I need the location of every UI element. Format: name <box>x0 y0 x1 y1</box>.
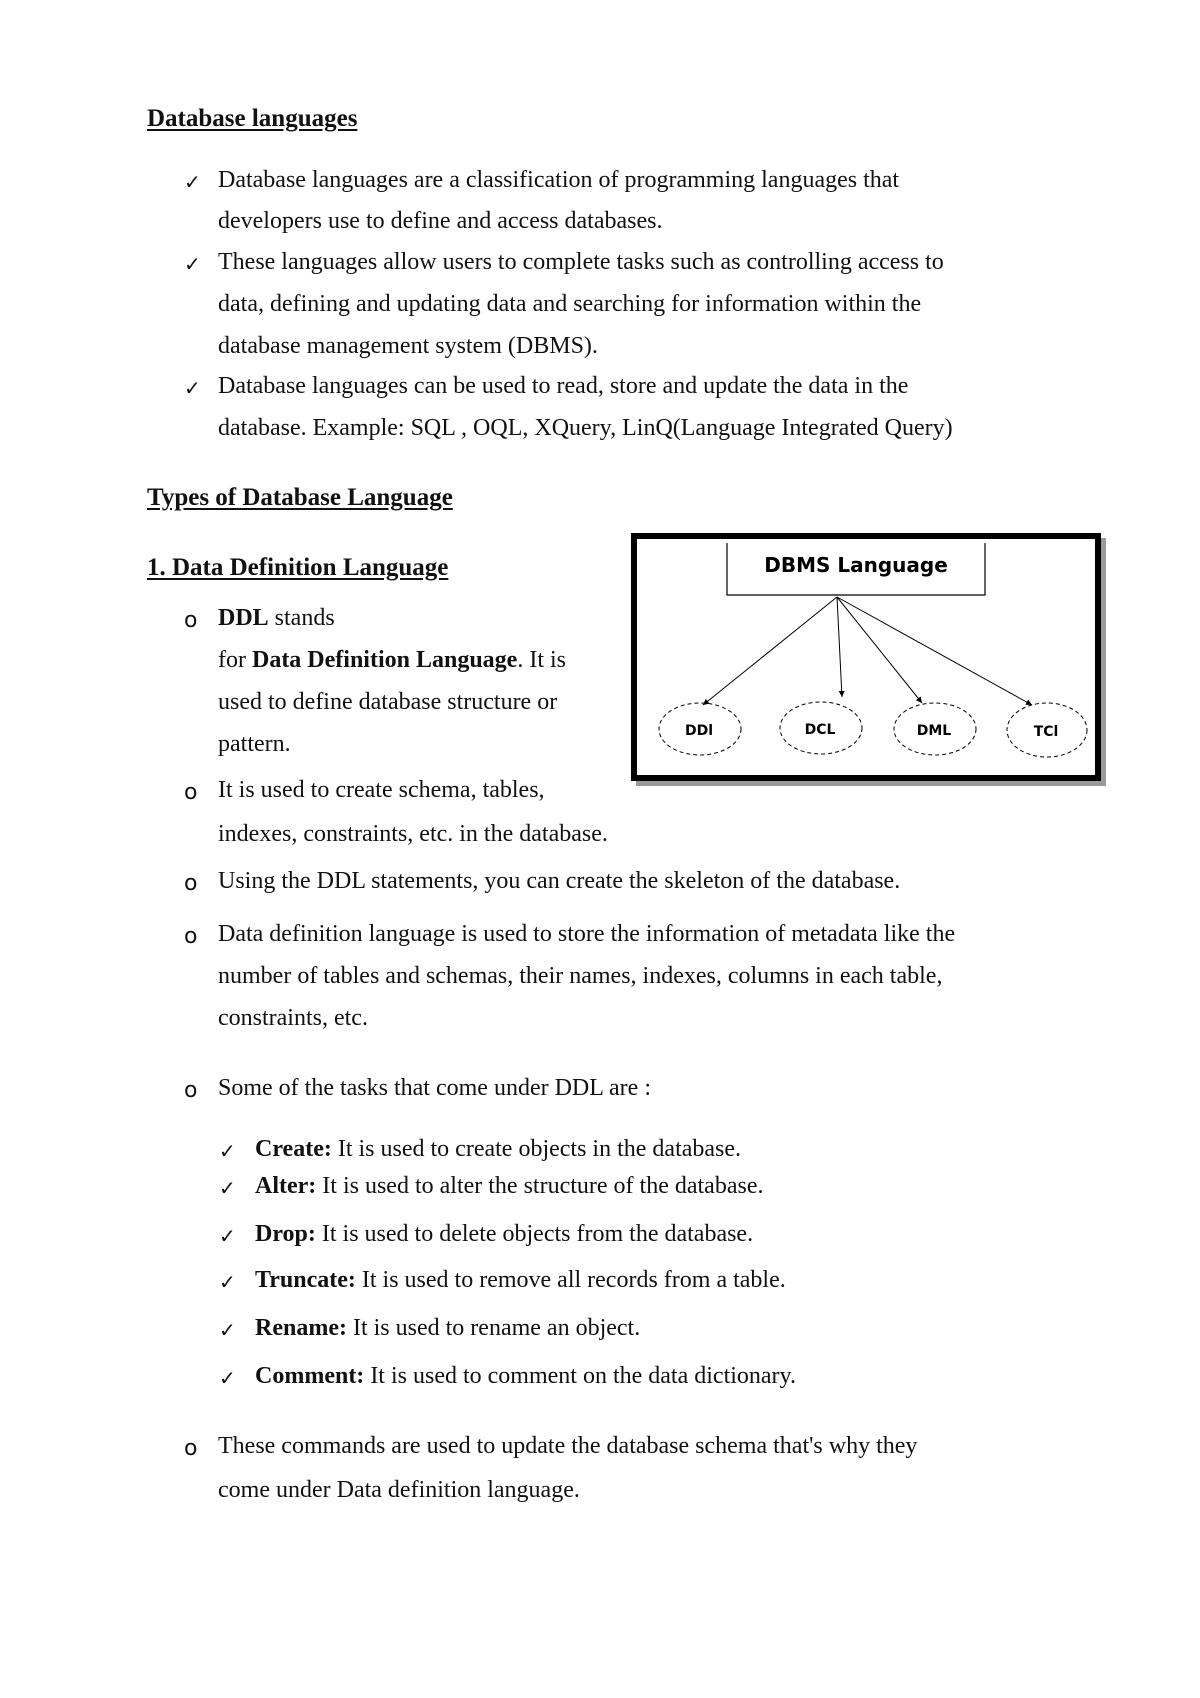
task-desc: It is used to create objects in the database. <box>331 1136 742 1162</box>
task-desc: It is used to remove all records from a table. <box>355 1267 786 1293</box>
task-create <box>255 1137 741 1161</box>
arrow-to-dcl <box>837 597 842 697</box>
ddl-p6-line-1: These commands are used to update the database schema that's why they <box>218 1433 918 1459</box>
node-dcl-label: DCL <box>804 722 836 738</box>
task-comment <box>255 1364 796 1388</box>
section-title-types: Types of Database Language <box>147 484 453 511</box>
task-term: Alter: <box>255 1173 317 1199</box>
arrow-to-dml <box>837 597 922 703</box>
section-title-database-languages: Database languages <box>147 105 358 132</box>
check-icon: ✓ <box>219 1318 236 1342</box>
circle-bullet-icon: o <box>184 1078 198 1103</box>
root-label: DBMS Language <box>764 553 948 577</box>
circle-bullet-icon: o <box>184 780 198 805</box>
task-desc: It is used to comment on the data dictionary. <box>364 1363 796 1389</box>
bullet-1-line-2: developers use to define and access databases. <box>218 208 663 234</box>
node-ddl-label: DDl <box>684 723 714 739</box>
diagram-svg <box>637 539 1095 775</box>
task-term: Create: <box>255 1136 332 1162</box>
ddl-p1-line-4: pattern. <box>218 731 291 757</box>
bullet-2-line-2: data, defining and updating data and searching for information within the <box>218 291 922 317</box>
check-icon: ✓ <box>219 1270 236 1294</box>
task-alter <box>255 1174 763 1198</box>
check-icon: ✓ <box>184 170 201 194</box>
circle-bullet-icon: o <box>184 871 198 896</box>
ddl-p5: Some of the tasks that come under DDL are : <box>218 1075 651 1101</box>
ddl-p1-line-1-rest: stands <box>268 605 335 631</box>
bullet-2-line-3: database management system (DBMS). <box>218 333 598 359</box>
check-icon: ✓ <box>219 1139 236 1163</box>
node-tcl-label: TCl <box>1033 724 1059 740</box>
bullet-1-line-1: Database languages are a classification of programming languages that <box>218 167 900 193</box>
bullet-3-line-1: Database languages can be used to read, store and update the data in the <box>218 373 909 399</box>
ddl-p4-line-1: Data definition language is used to store the information of metadata like the <box>218 921 956 947</box>
check-icon: ✓ <box>219 1366 236 1390</box>
ddl-p1-line-1 <box>218 606 335 630</box>
circle-bullet-icon: o <box>184 924 198 949</box>
task-truncate <box>255 1268 786 1292</box>
ddl-p1-line-2-pre: for <box>218 647 252 673</box>
ddl-p4-line-2: number of tables and schemas, their names, indexes, columns in each table, <box>218 963 943 989</box>
task-desc: It is used to delete objects from the database. <box>315 1221 754 1247</box>
bullet-3-line-2: database. Example: SQL , OQL, XQuery, LinQ(Language Integrated Query) <box>218 415 953 441</box>
circle-bullet-icon: o <box>184 1436 198 1461</box>
ddl-p3: Using the DDL statements, you can create the skeleton of the database. <box>218 868 901 894</box>
ddl-p2-line-1: It is used to create schema, tables, <box>218 777 545 803</box>
ddl-p1-line-3: used to define database structure or <box>218 689 558 715</box>
dbms-language-diagram <box>631 533 1101 781</box>
task-term: Drop: <box>255 1221 316 1247</box>
ddl-full-name: Data Definition Language <box>251 647 518 673</box>
ddl-abbrev: DDL <box>218 605 269 631</box>
ddl-title: 1. Data Definition Language <box>147 554 449 581</box>
arrow-to-ddl <box>703 597 837 705</box>
check-icon: ✓ <box>184 376 201 400</box>
check-icon: ✓ <box>184 252 201 276</box>
task-desc: It is used to alter the structure of the database. <box>316 1173 764 1199</box>
ddl-p1-line-2 <box>218 648 566 672</box>
task-term: Comment: <box>255 1363 365 1389</box>
task-drop <box>255 1222 753 1246</box>
ddl-p6-line-2: come under Data definition language. <box>218 1477 580 1503</box>
ddl-p2-line-2: indexes, constraints, etc. in the database. <box>218 821 608 847</box>
arrow-to-tcl <box>837 597 1032 705</box>
task-term: Rename: <box>255 1315 347 1341</box>
circle-bullet-icon: o <box>184 608 198 633</box>
check-icon: ✓ <box>219 1176 236 1200</box>
task-term: Truncate: <box>255 1267 356 1293</box>
bullet-2-line-1: These languages allow users to complete tasks such as controlling access to <box>218 249 944 275</box>
task-rename <box>255 1316 640 1340</box>
task-desc: It is used to rename an object. <box>346 1315 641 1341</box>
check-icon: ✓ <box>219 1224 236 1248</box>
ddl-p1-line-2-rest: . It is <box>517 647 567 673</box>
ddl-p4-line-3: constraints, etc. <box>218 1005 368 1031</box>
node-dml-label: DML <box>916 723 952 739</box>
